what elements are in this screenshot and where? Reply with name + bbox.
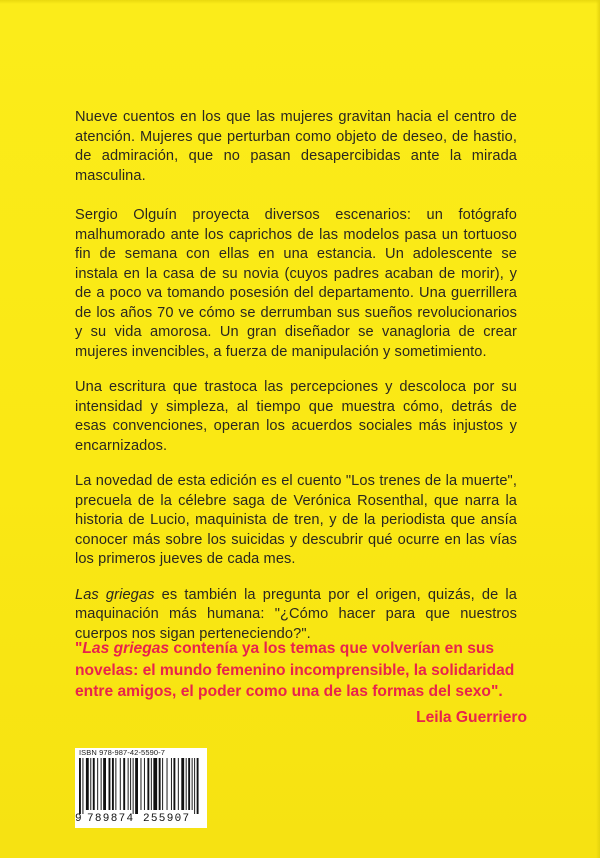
- barcode-bar: [197, 758, 199, 814]
- quote-book-title: Las griegas: [82, 640, 170, 657]
- quote-author: Leila Guerriero: [416, 709, 527, 726]
- barcode-bar: [151, 758, 152, 810]
- barcode-bar: [171, 758, 172, 810]
- barcode-digit-group-2: 255907: [143, 813, 191, 825]
- blurb-paragraph-5-text: es también la pregunta por el origen, quizás, de la maquinación más humana: "¿Cómo hacer para que nuestros cuerpos nos sigan perteneciendo?".: [75, 586, 517, 642]
- barcode-bar: [167, 758, 168, 810]
- barcode-digit-first: 9: [75, 813, 83, 825]
- barcode-bar: [123, 758, 125, 810]
- book-title-italic: Las griegas: [75, 586, 155, 603]
- barcode-bar: [188, 758, 190, 810]
- barcode-bar: [178, 758, 179, 810]
- cover-right-edge: [596, 0, 600, 858]
- barcode-bar: [192, 758, 193, 810]
- barcode-bar: [97, 758, 98, 810]
- barcode-bar: [135, 758, 138, 814]
- isbn-label: ISBN 978-987-42-5590-7: [79, 748, 166, 757]
- barcode-bar: [112, 758, 114, 810]
- review-quote: [75, 638, 527, 703]
- blurb-paragraph-4: La novedad de esta edición es el cuento "Los trenes de la muerte", precuela de la célebre saga de Verónica Rosenthal, que narra la historia de Lucio, maquinista de tren, y de la periodista que ansía conocer más sobre los suicidas y descubrir qué ocurre en las vías los primeros jueves de cada mes.: [75, 473, 517, 567]
- barcode: [75, 748, 207, 828]
- quote-text: contenía ya los temas que volverían en sus novelas: el mundo femenino incomprensible, la solidaridad entre amigos, el poder como una de las formas del sexo".: [75, 640, 515, 700]
- barcode-bar: [141, 758, 142, 810]
- barcode-bar: [109, 758, 111, 810]
- barcode-bar: [82, 758, 83, 814]
- barcode-bar: [133, 758, 134, 814]
- barcode-bar: [186, 758, 187, 810]
- barcode-bar: [130, 758, 131, 810]
- barcode-bar: [101, 758, 102, 810]
- barcode-bar: [86, 758, 89, 810]
- barcode-bar: [194, 758, 195, 814]
- barcode-bar: [115, 758, 116, 810]
- barcode-bar: [90, 758, 91, 810]
- blurb-text: [75, 108, 517, 644]
- barcode-bar: [103, 758, 106, 810]
- barcode-bar: [162, 758, 163, 810]
- barcode-bar: [159, 758, 161, 810]
- barcode-bar: [147, 758, 149, 810]
- barcode-bar: [128, 758, 129, 810]
- cover-top-edge: [0, 0, 600, 4]
- barcode-bar: [93, 758, 95, 810]
- blurb-paragraph-1: Nueve cuentos en los que las mujeres gravitan hacia el centro de atención. Mujeres que perturban como objeto de deseo, de hastio, de admiración, que no pasan desapercibidas ante la mirada masculina.: [75, 109, 517, 184]
- barcode-bar: [120, 758, 121, 810]
- barcode-bar: [153, 758, 157, 810]
- barcode-bars: [79, 758, 203, 816]
- barcode-digit-group-1: 789874: [87, 813, 135, 825]
- blurb-paragraph-3: Una escritura que trastoca las percepciones y descoloca por su intensidad y simpleza, al tiempo que muestra cómo, detrás de esas convenciones, operan los acuerdos sociales más injustos y encarnizados.: [75, 379, 517, 454]
- barcode-bar: [181, 758, 184, 810]
- barcode-bar: [144, 758, 145, 810]
- blurb-paragraph-5: [75, 586, 517, 645]
- blurb-paragraph-2: Sergio Olguín proyecta diversos escenarios: un fotógrafo malhumorado ante los caprichos de las modelos pasa un tortuoso fin de semana con ellas en una estancia. Un adolescente se instala en la casa de su novia (cuyos padres acaban de morir), y de a poco va tomando posesión del departamento. Una guerrillera de los años 70 ve cómo se derrumban sus sueños revolucionarios y su vida amorosa. Un gran diseñador se vanagloria de crear mujeres invencibles, a fuerza de manipulación y sometimiento.: [75, 207, 517, 360]
- barcode-bar: [79, 758, 81, 814]
- quote-open-mark: ": [75, 640, 83, 657]
- barcode-bar: [173, 758, 175, 810]
